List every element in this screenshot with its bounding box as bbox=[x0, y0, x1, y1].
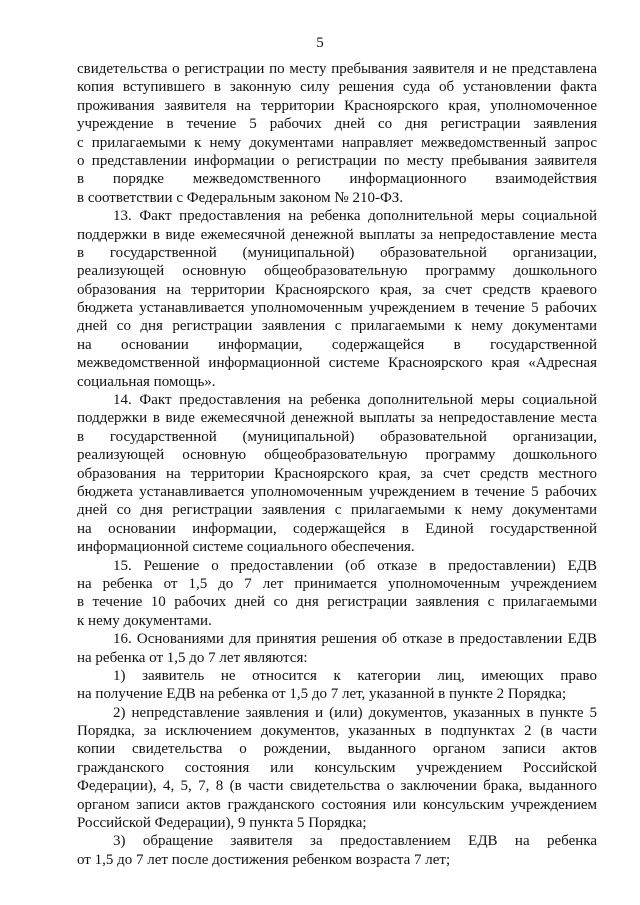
text-line: информационной системе социального обеспечения. bbox=[77, 539, 415, 556]
text-line: образования на территории Красноярского края, за счет средств краевого bbox=[77, 281, 597, 298]
text-line: в течение 10 рабочих дней со дня регистрации заявления с прилагаемыми bbox=[77, 594, 597, 611]
text-line: 15. Решение о предоставлении (об отказе в предоставлении) ЕДВ bbox=[113, 557, 597, 574]
text-line: поддержки в виде ежемесячной денежной выплаты за непредоставление места bbox=[77, 410, 597, 427]
text-line: в государственной (муниципальной) образовательной организации, bbox=[77, 428, 597, 445]
text-line: бюджета устанавливается уполномоченным учреждением в течение 5 рабочих bbox=[77, 483, 597, 500]
text-line: копии свидетельства о рождении, выданного органом записи актов bbox=[77, 741, 597, 758]
page-number: 5 bbox=[316, 35, 324, 51]
paragraph-p16-3 bbox=[77, 832, 597, 869]
paragraph-p14 bbox=[77, 391, 597, 557]
text-line: Российской Федерации), 9 пункта 5 Порядка; bbox=[77, 815, 367, 832]
text-line: в порядке межведомственного информационного взаимодействия bbox=[77, 171, 597, 188]
text-line: реализующей основную общеобразовательную программу дошкольного bbox=[77, 263, 597, 280]
text-line: проживания заявителя на территории Красноярского края, уполномоченное bbox=[77, 97, 597, 114]
text-line: 3) обращение заявителя за предоставлением ЕДВ на ребенка bbox=[113, 833, 597, 850]
text-line: Федерации), 4, 5, 7, 8 (в части свидетельства о заключении брака, выданного bbox=[77, 778, 597, 795]
text-line: копия вступившего в законную силу решения суда об установлении факта bbox=[77, 79, 597, 96]
text-line: с прилагаемыми к нему документами направляет межведомственный запрос bbox=[77, 134, 597, 151]
text-line: социальная помощь». bbox=[77, 373, 216, 390]
text-line: поддержки в виде ежемесячной денежной выплаты за непредоставление места bbox=[77, 226, 597, 243]
text-line: свидетельства о регистрации по месту пребывания заявителя и не представлена bbox=[77, 61, 597, 77]
text-line: дней со дня регистрации заявления с прилагаемыми к нему документами bbox=[77, 502, 597, 519]
text-line: в государственной (муниципальной) образовательной организации, bbox=[77, 244, 597, 261]
text-line: на ребенка от 1,5 до 7 лет принимается уполномоченным учреждением bbox=[77, 575, 597, 592]
document-body bbox=[77, 60, 597, 869]
text-line: к нему документами. bbox=[77, 612, 212, 629]
text-line: реализующей основную общеобразовательную программу дошкольного bbox=[77, 447, 597, 464]
text-line: на основании информации, содержащейся в государственной bbox=[77, 336, 597, 353]
text-line: от 1,5 до 7 лет после достижения ребенком возраста 7 лет; bbox=[77, 851, 451, 868]
text-line: 16. Основаниями для принятия решения об отказе в предоставлении ЕДВ bbox=[113, 631, 597, 648]
text-line: дней со дня регистрации заявления с прилагаемыми к нему документами bbox=[77, 318, 597, 335]
text-line: 2) непредставление заявления и (или) документов, указанных в пункте 5 bbox=[113, 704, 597, 721]
paragraph-p16-1 bbox=[77, 667, 597, 704]
text-line: 1) заявитель не относится к категории лиц, имеющих право bbox=[113, 667, 597, 684]
text-line: на ребенка от 1,5 до 7 лет являются: bbox=[77, 649, 308, 666]
paragraph-p16-2 bbox=[77, 704, 597, 833]
text-line: учреждение в течение 5 рабочих дней со дня регистрации заявления bbox=[77, 116, 597, 133]
text-line: Порядка, за исключением документов, указанных в подпунктах 2 (в части bbox=[77, 723, 597, 740]
text-line: на основании информации, содержащейся в Единой государственной bbox=[77, 520, 597, 537]
text-line: органом записи актов гражданского состояния или консульским учреждением bbox=[77, 796, 597, 813]
text-line: о представлении информации о регистрации по месту пребывания заявителя bbox=[77, 152, 597, 169]
text-line: 13. Факт предоставления на ребенка дополнительной меры социальной bbox=[113, 208, 597, 225]
text-line: в соответствии с Федеральным законом № 210-ФЗ. bbox=[77, 189, 404, 206]
text-line: 14. Факт предоставления на ребенка дополнительной меры социальной bbox=[113, 392, 597, 409]
text-line: образования на территории Красноярского края, за счет средств местного bbox=[77, 465, 597, 482]
text-line: межведомственной информационной системе Красноярского края «Адресная bbox=[77, 355, 597, 372]
paragraph-p-cont bbox=[77, 60, 597, 207]
text-line: на получение ЕДВ на ребенка от 1,5 до 7 лет, указанной в пункте 2 Порядка; bbox=[77, 686, 567, 703]
text-line: гражданского состояния или консульским учреждением Российской bbox=[77, 759, 597, 776]
paragraph-p16 bbox=[77, 630, 597, 667]
text-line: бюджета устанавливается уполномоченным учреждением в течение 5 рабочих bbox=[77, 300, 597, 317]
paragraph-p13 bbox=[77, 207, 597, 391]
paragraph-p15 bbox=[77, 557, 597, 631]
